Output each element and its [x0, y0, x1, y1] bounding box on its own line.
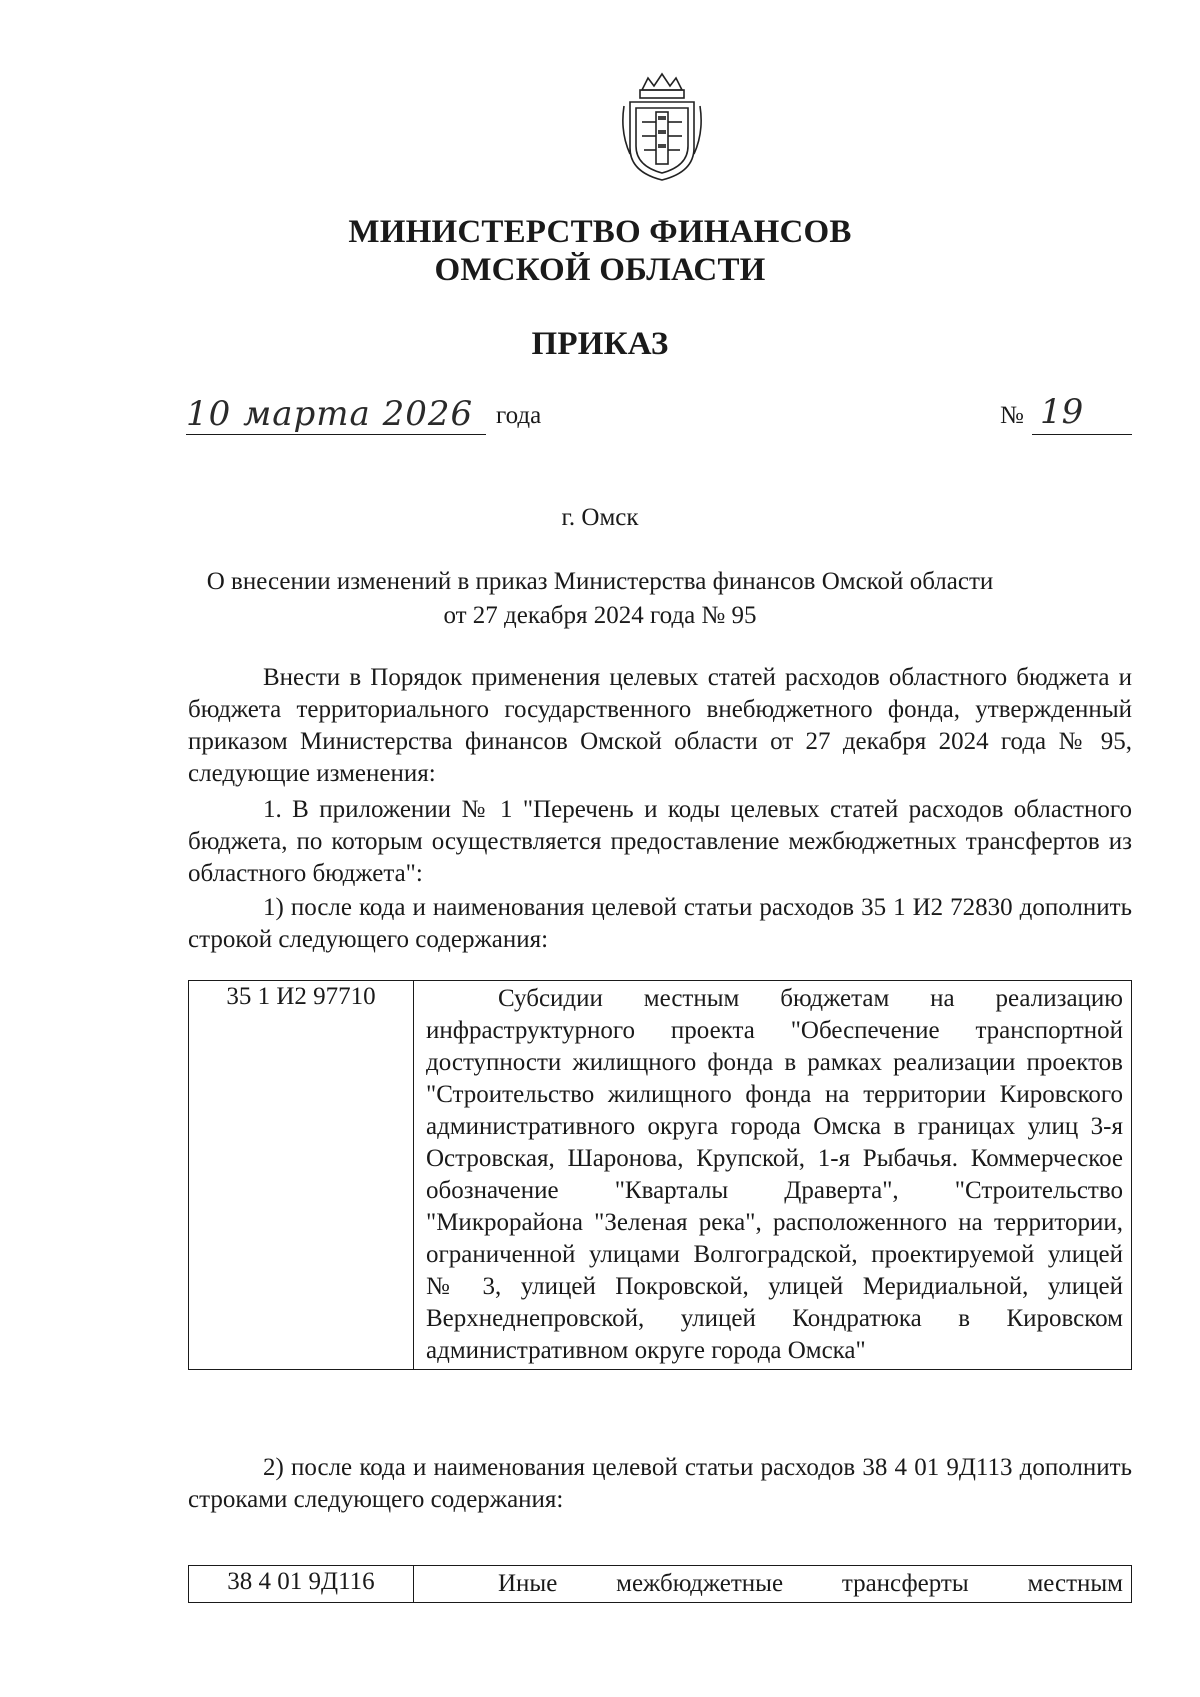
- city: г. Омск: [561, 504, 639, 531]
- subject-line1: О внесении изменений в приказ Министерства финансов Омской области: [206, 568, 994, 595]
- document-type: ПРИКАЗ: [531, 326, 669, 362]
- budget-code-cell: 35 1 И2 97710: [189, 981, 414, 1370]
- handwritten-date: 10 марта 2026: [186, 394, 474, 434]
- organization-name-line1: МИНИСТЕРСТВО ФИНАНСОВ: [348, 214, 852, 250]
- paragraph-preamble: Внести в Порядок применения целевых статей расходов областного бюджета и бюджета территориального государственного внебюджетного фонда, утвержденный приказом Министерства финансов Омской области от 27 декабря 2024 года № 95, следующие изменения:: [188, 664, 1132, 787]
- handwritten-number: 19: [1040, 392, 1084, 432]
- budget-code-cell: 38 4 01 9Д116: [189, 1566, 414, 1603]
- paragraph-subitem-1: 1) после кода и наименования целевой статьи расходов 35 1 И2 72830 дополнить строкой следующего содержания:: [188, 894, 1132, 953]
- budget-code-table-2: [188, 1565, 1132, 1603]
- coat-of-arms-icon: [620, 72, 704, 184]
- date-field: [186, 394, 496, 442]
- number-sign: №: [1000, 402, 1024, 429]
- paragraph-subitem-2: 2) после кода и наименования целевой статьи расходов 38 4 01 9Д113 дополнить строками следующего содержания:: [188, 1454, 1132, 1513]
- subject-line2: от 27 декабря 2024 года № 95: [443, 602, 757, 629]
- date-suffix: года: [496, 402, 542, 429]
- budget-code-table-1: [188, 980, 1132, 1370]
- budget-description-cell: Иные межбюджетные трансферты местным: [414, 1566, 1132, 1603]
- table-row: [189, 1566, 1132, 1603]
- budget-description-cell: Субсидии местным бюджетам на реализацию инфраструктурного проекта "Обеспечение транспортной доступности жилищного фонда в рамках реализации проектов "Строительство жилищного фонда на территории Кировского административного округа города Омска в границах улиц 3-я Островская, Шаронова, Крупской, 1-я Рыбачья. Коммерческое обозначение "Кварталы Драверта", "Строительство "Микрорайона "Зеленая река", расположенного на территории, ограниченной улицами Волгоградской, проектируемой улицей № 3, улицей Покровской, улицей Меридиальной, улицей Верхнеднепровской, улицей Кондратюка в Кировском административном округе города Омска": [414, 981, 1132, 1370]
- number-underline: [1032, 434, 1132, 435]
- date-underline: [186, 434, 486, 435]
- table-row: [189, 981, 1132, 1370]
- organization-name-line2: ОМСКОЙ ОБЛАСТИ: [434, 252, 766, 288]
- paragraph-item-1: 1. В приложении № 1 "Перечень и коды целевых статей расходов областного бюджета, по которым осуществляется предоставление межбюджетных трансфертов из областного бюджета":: [188, 796, 1132, 887]
